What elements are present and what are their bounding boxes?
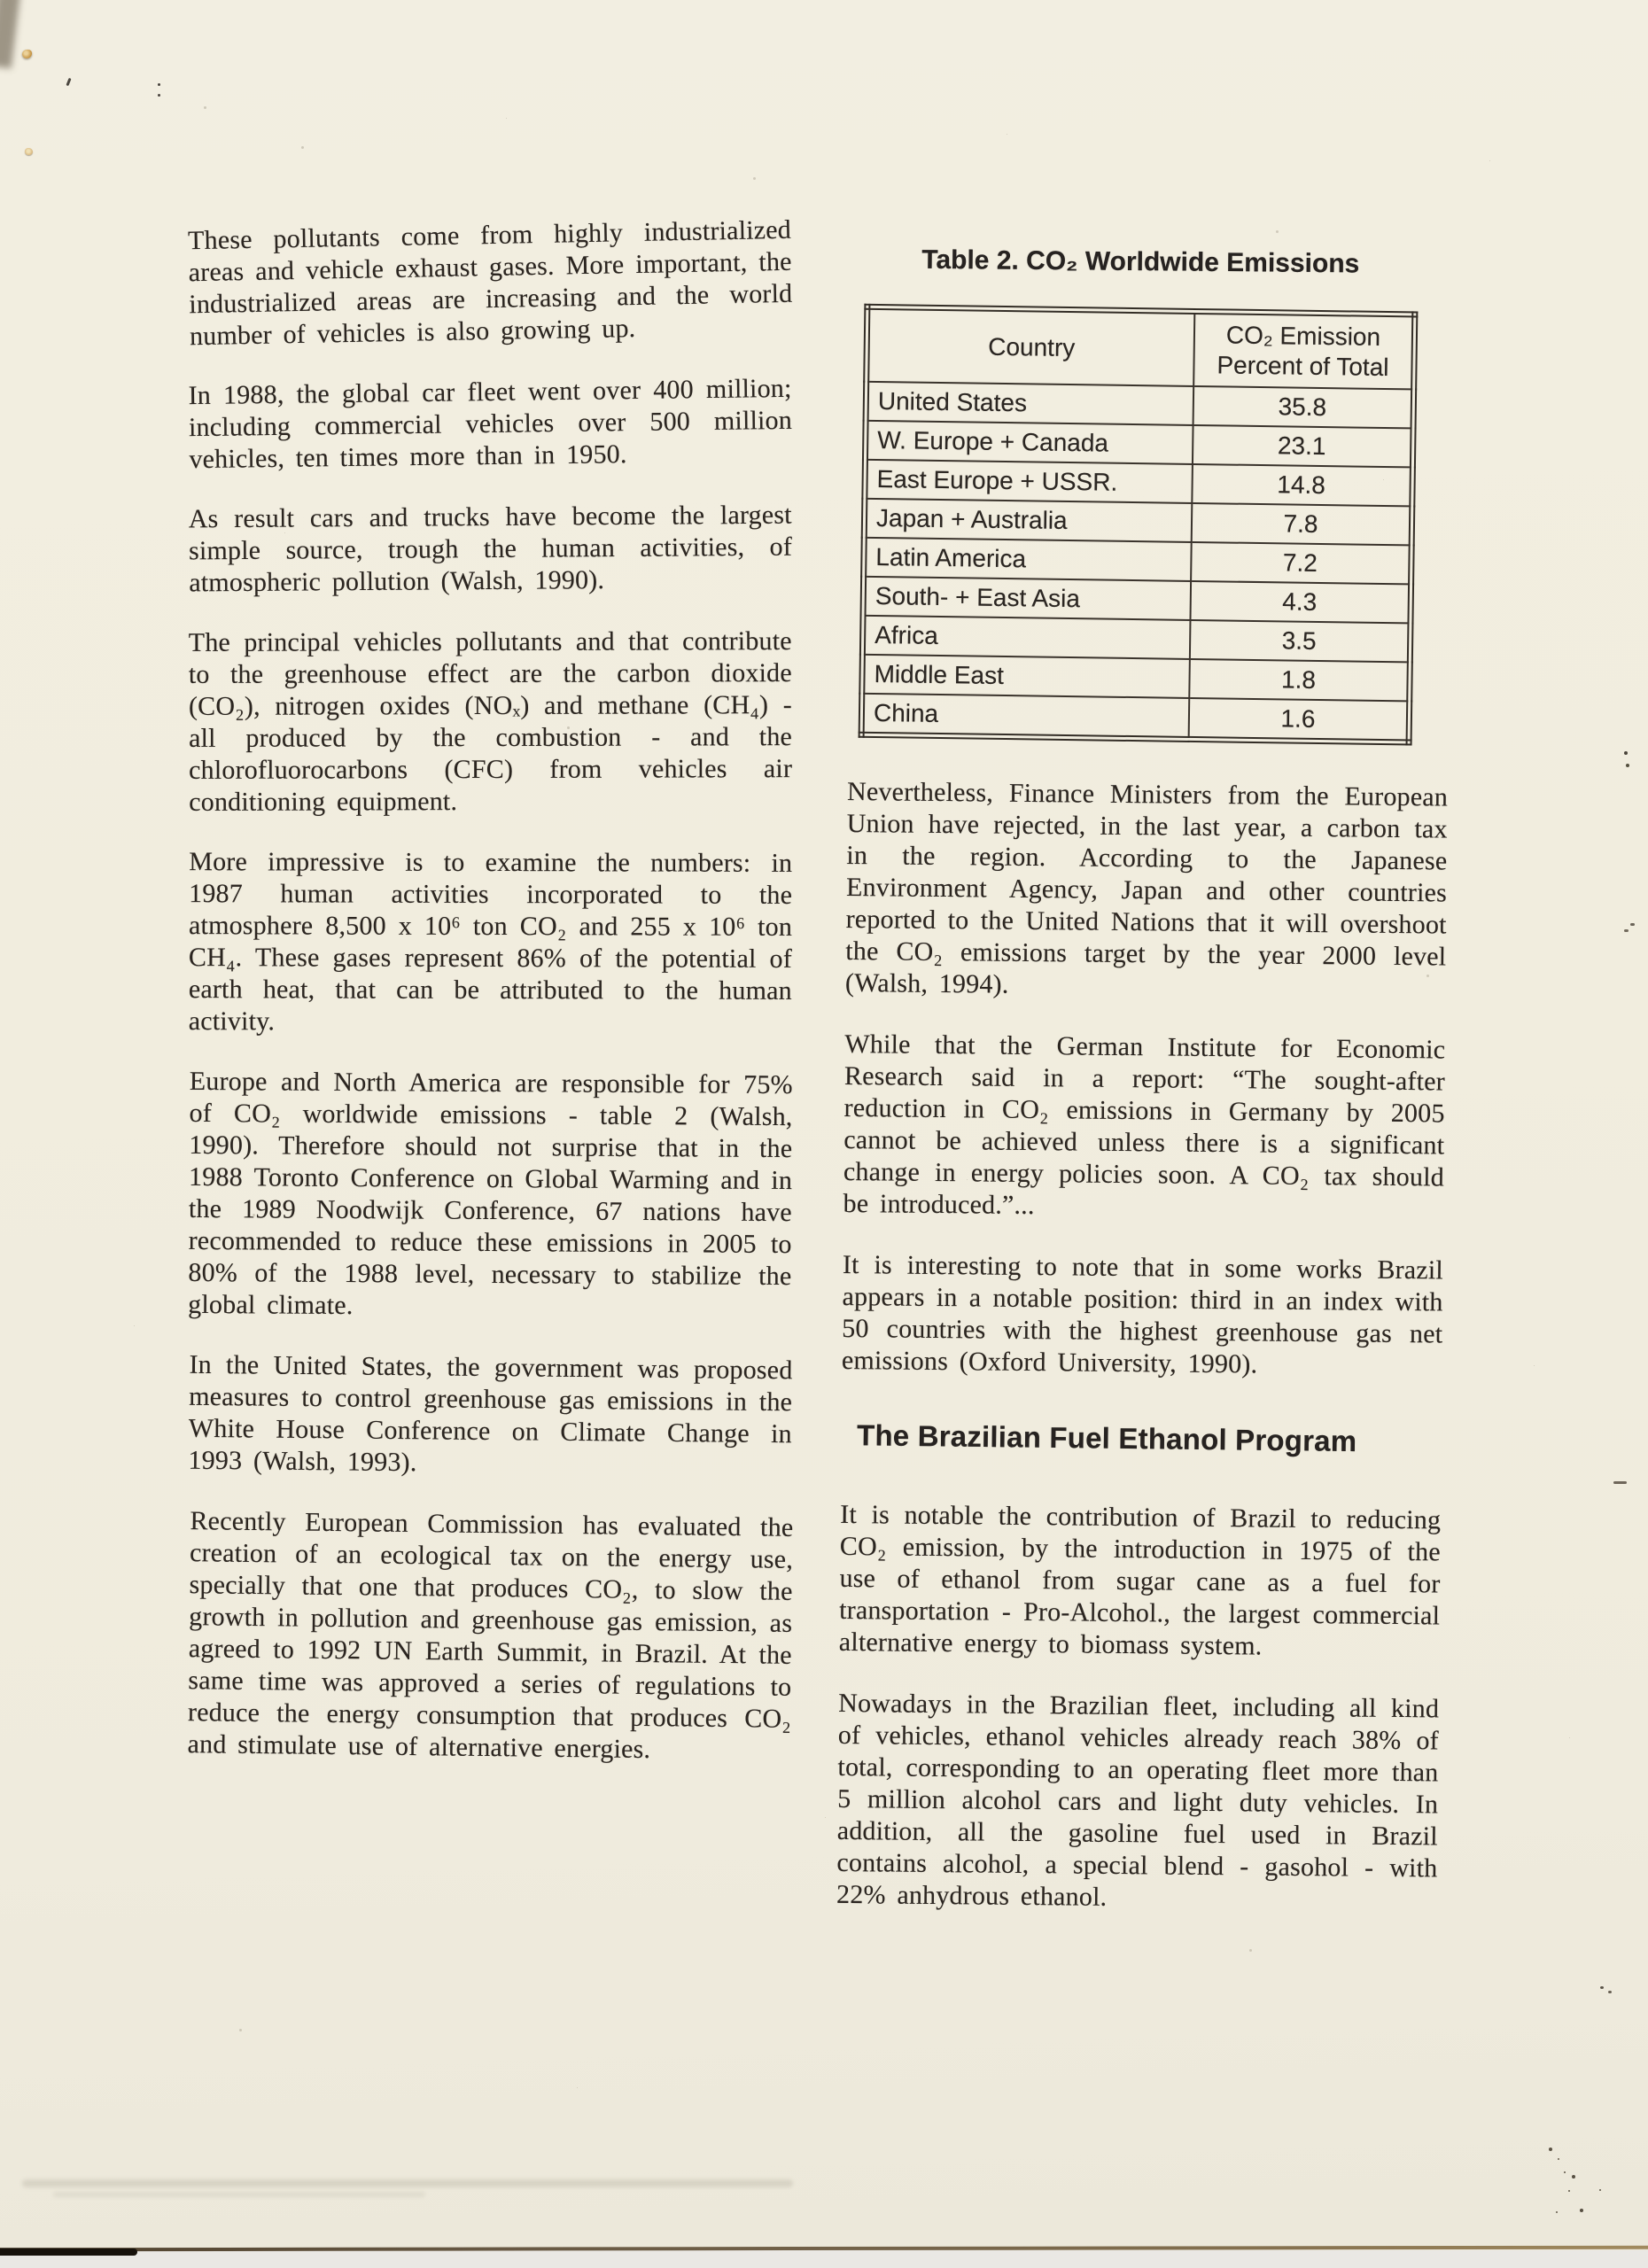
emission-value: 14.8 bbox=[1192, 464, 1412, 506]
paragraph: The principal vehicles pollutants and that contribute to the greenhouse effect are the carbon dioxide (CO₂), nitrogen oxides (NOₓ) and methane (CH₄) - all produced by the combustion - and the chlorofluorocarbons (CFC) from vehicles air conditioning equipment. bbox=[188, 626, 793, 817]
scan-edge-mark bbox=[1600, 1986, 1604, 1989]
paragraph: Nevertheless, Finance Ministers from the European Union have rejected, in the last year, a carbon tax in the region. According to the Japanese Environment Agency, Japan and other countries reported to the United Nations that it will overshoot the CO₂ emissions target by the year 2000 level (Walsh, 1994). bbox=[844, 776, 1449, 999]
country-name: W. Europe + Canada bbox=[865, 421, 1193, 464]
emission-value: 23.1 bbox=[1193, 425, 1413, 467]
country-name: East Europe + USSR. bbox=[865, 460, 1193, 503]
paragraph: In the United States, the government was proposed measures to control greenhouse gas emissions in the White House Conference on Climate Change in 1993 (Walsh, 1993). bbox=[188, 1349, 793, 1478]
scan-paper-speck bbox=[25, 148, 33, 155]
scan-paper-speck bbox=[22, 50, 32, 58]
table-title: Table 2. CO₂ Worldwide Emissions bbox=[921, 245, 1360, 279]
scan-edge-mark bbox=[1624, 751, 1628, 755]
table-header-row bbox=[867, 307, 1415, 389]
scanner-background bbox=[0, 2250, 1648, 2268]
emission-value: 1.6 bbox=[1189, 698, 1410, 742]
table-header-country: Country bbox=[867, 307, 1195, 386]
paragraph: While that the German Institute for Economic Research said in a report: “The sought-after reduction in CO₂ emissions in Germany by 2005 cannot be achieved unless there is a significant change in energy policies soon. A CO₂ tax should be introduced.”... bbox=[843, 1029, 1446, 1221]
paragraph: These pollutants come from highly industrialized areas and vehicle exhaust gases. More important, the industrialized areas are increasing and the world number of vehicles is also growing up. bbox=[187, 214, 793, 352]
left-column bbox=[187, 214, 794, 1793]
paragraph: Nowadays in the Brazilian fleet, including all kind of vehicles, ethanol vehicles already reach 38% of total, corresponding to an operating fleet more than 5 million alcohol cars and light duty vehicles. In addition, all the gasoline fuel used in Brazil contains alcohol, a special blend - gasohol - with 22% anhydrous ethanol. bbox=[836, 1688, 1440, 1912]
emission-value: 35.8 bbox=[1193, 386, 1414, 428]
right-column bbox=[836, 245, 1453, 1946]
country-name: Latin America bbox=[864, 538, 1192, 581]
emission-value: 7.2 bbox=[1191, 542, 1411, 584]
country-name: China bbox=[861, 694, 1189, 740]
table-header-emission: CO₂ Emission Percent of Total bbox=[1193, 311, 1415, 389]
scan-smudge bbox=[22, 2179, 793, 2187]
scan-edge-mark bbox=[1630, 923, 1635, 926]
country-name: Africa bbox=[862, 616, 1190, 659]
emissions-table bbox=[859, 304, 1419, 746]
country-name: Japan + Australia bbox=[864, 499, 1192, 542]
table-body bbox=[861, 382, 1414, 742]
scan-corner-shadow bbox=[0, 0, 20, 68]
emission-value: 7.8 bbox=[1192, 503, 1412, 545]
section-heading: The Brazilian Fuel Ethanol Program bbox=[856, 1418, 1357, 1458]
paragraph: In 1988, the global car fleet went over 400 million; including commercial vehicles over 500 million vehicles, ten times more than in 1950. bbox=[188, 373, 793, 475]
paragraph: More impressive is to examine the numbers: in 1987 human activities incorporated to the atmosphere 8,500 x 10⁶ ton CO₂ and 255 x 10⁶ ton CH₄. These gases represent 86% of the potential of earth heat, that can be attributed to the human activity. bbox=[188, 847, 793, 1037]
emission-value: 3.5 bbox=[1190, 620, 1411, 662]
scan-smudge bbox=[53, 2192, 425, 2197]
paper-bottom-edge-shadow bbox=[0, 2249, 137, 2256]
scan-speck-cluster bbox=[1549, 2148, 1552, 2151]
table-header bbox=[867, 307, 1415, 389]
scan-ink-tick bbox=[66, 78, 71, 86]
paragraph: Recently European Commission has evaluated the creation of an ecological tax on the energy use, specially that one that produces CO₂, to slow the growth in pollution and greenhouse gas emission, as agreed to 1992 UN Earth Summit, in Brazil. At the same time was approved a series of regulations to reduce the energy consumption that produces CO₂ and stimulate use of alternative energies. bbox=[187, 1506, 794, 1765]
emission-value: 1.8 bbox=[1189, 659, 1410, 701]
paragraph: It is notable the contribution of Brazil to reducing CO₂ emission, by the introduction in 1975 of the use of ethanol from sugar cane as a fuel for transportation - Pro-Alcohol., the largest commercial alternative energy to biomass system. bbox=[838, 1499, 1442, 1661]
country-name: South- + East Asia bbox=[863, 577, 1191, 620]
country-name: Middle East bbox=[862, 655, 1190, 698]
table-row bbox=[861, 694, 1410, 742]
scan-noise-dots bbox=[204, 106, 206, 109]
emission-value: 4.3 bbox=[1190, 581, 1411, 623]
paragraph: As result cars and trucks have become the largest simple source, trough the human activities, of atmospheric pollution (Walsh, 1990). bbox=[188, 500, 793, 598]
paragraph: It is interesting to note that in some works Brazil appears in a notable position: third in an index with 50 countries with the highest greenhouse gas net emissions (Oxford University, 1990). bbox=[841, 1249, 1444, 1379]
scan-edge-mark bbox=[1613, 1481, 1627, 1484]
country-name: United States bbox=[866, 382, 1193, 425]
paragraph: Europe and North America are responsible for 75% of CO₂ worldwide emissions - table 2 (Walsh, 1990). Therefore should not surprise that in the 1988 Toronto Conference on Global Warming and in the 1989 Noodwijk Conference, 67 nations have recommended to reduce these emissions in 2005 to 80% of the 1988 level, necessary to stabilize the global climate. bbox=[188, 1066, 793, 1321]
scan-ink-tick bbox=[158, 83, 160, 86]
